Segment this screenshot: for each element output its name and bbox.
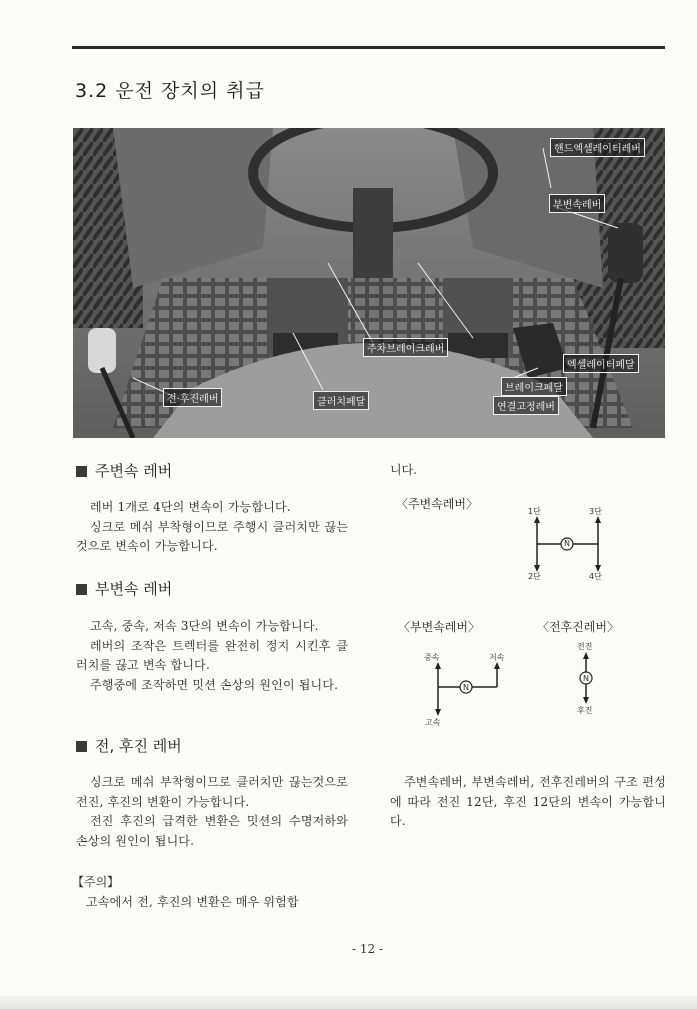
heading-main-shift: 주변속 레버 [76,460,172,481]
main-neutral-label: N [564,539,570,548]
sub-shift-body [76,617,348,695]
summary-text-block [390,773,666,832]
section-title: 3.2 운전 장치의 취급 [75,80,265,102]
sub-shift-pattern-diagram [430,662,510,716]
caution-block [72,873,348,912]
main-shift-diagram-caption: 〈주변속레버〉 [396,497,478,511]
label-hand-accel: 핸드엑셀레이터레버 [550,138,645,157]
fwd-rev-body [76,773,348,851]
label-clutch: 클러치페달 [313,391,369,410]
heading-square-icon [76,741,87,752]
label-brake-connect: 연결고정레버 [493,396,559,415]
forward-label: 전진 [577,642,593,651]
caution-text: 고속에서 전, 후진의 변환은 매우 위험합 [86,894,299,909]
heading-sub-shift: 부변속 레버 [76,578,172,599]
reverse-label: 후진 [577,706,593,715]
heading-square-icon [76,584,87,595]
mid-speed-label: 중속 [424,653,440,662]
cockpit-photo [73,128,665,438]
summary-paragraph: 주변속레버, 부변속레버, 전후진레버의 구조 편성에 따라 전진 12단, 후진 12단의 변속이 가능합니다. [390,775,666,828]
paragraph: 싱크로 메쉬 부착형이므로 클러치만 끊는것으로 전진, 후진의 변환이 가능합니다. [76,775,348,809]
gear-3-label: 3단 [589,507,602,516]
scan-bottom-edge [0,995,697,1009]
paragraph: 레버 1개로 4단의 변속이 가능합니다. [90,500,291,514]
paragraph: 전진 후진의 급격한 변환은 밋션의 수명저하와 손상의 원인이 됩니다. [76,814,348,848]
gear-4-label: 4단 [589,572,602,581]
top-rule [72,46,665,49]
continuation-text: 니다. [390,463,417,477]
label-accel-pedal: 엑셀레이터페달 [563,354,639,373]
label-sub-shift: 부변속레버 [549,194,605,213]
heading-square-icon [76,466,87,477]
label-parking-brake: 주차브레이크레버 [363,338,448,357]
sub-shift-diagram-caption: 〈부변속레버〉 [398,620,480,634]
paragraph: 주행중에 조작하면 밋션 손상의 원인이 됩니다. [90,677,339,692]
main-shift-body [76,498,348,557]
label-fwd-rev: 전·후진레버 [163,388,222,407]
heading-fwd-rev: 전, 후진 레버 [76,735,182,756]
paragraph: 싱크로 메쉬 부착형이므로 주행시 클러치만 끊는것으로 변속이 가능합니다. [76,519,348,553]
high-speed-label: 고속 [425,718,441,727]
paragraph: 레버의 조작은 트렉터를 완전히 정지 시킨후 클러치를 끊고 변속 합니다. [76,638,348,672]
label-brake: 브레이크페달 [501,377,567,396]
sub-neutral-label: N [463,683,469,692]
gear-2-label: 2단 [528,572,541,581]
paragraph: 고속, 중속, 저속 3단의 변속이 가능합니다. [90,619,319,633]
gear-1-label: 1단 [528,507,541,516]
caution-label: 【주의】 [72,875,120,889]
fr-neutral-label: N [583,674,589,683]
page-number: - 12 - [352,942,384,956]
low-speed-label: 저속 [489,653,505,662]
fwd-rev-diagram-caption: 〈전후진레버〉 [537,620,619,634]
